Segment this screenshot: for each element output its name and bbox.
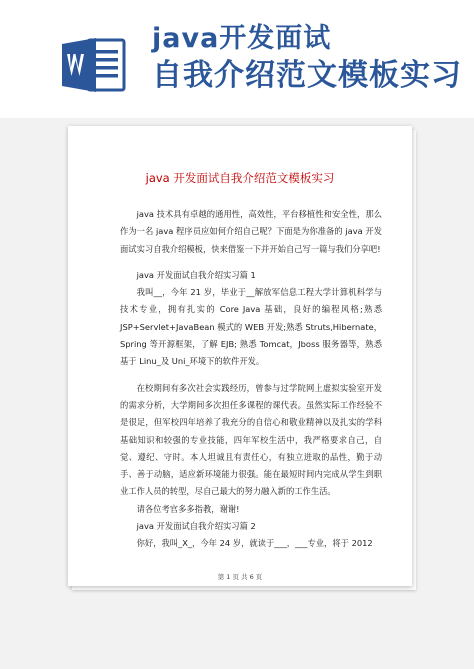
section1-paragraph1: 我叫__，今年 21 岁，毕业于__解放军信息工程大学计算机科学与技术专业，拥有扎实的 Core Java 基础，良好的编程风格;熟悉 JSP+Servlet+JavaBean 模式的 WEB 开发;熟悉 Struts,Hibernate，Spring 等开源框架，了解 EJB; 熟悉 Tomcat，Jboss 服务器等，熟悉基于 Linu_及 Uni_环境下的软件开发。 [120, 287, 382, 367]
section1-heading: java 开发面试自我介绍实习篇 1 [136, 269, 256, 280]
section2-heading: java 开发面试自我介绍实习篇 2 [136, 521, 256, 532]
document-body [120, 206, 382, 553]
document-title: java 开发面试自我介绍范文模板实习 [145, 171, 335, 185]
page-number-footer: 第 1 页 共 6 页 [217, 573, 263, 581]
banner [0, 0, 474, 124]
word-icon [62, 36, 126, 94]
banner-title-line2: 自我介绍范文模板实习 [152, 58, 462, 93]
banner-title-line1: java开发面试 [152, 23, 332, 54]
banner-title [152, 22, 472, 96]
intro-paragraph: java 技术具有卓越的通用性，高效性，平台移植性和安全性，那么作为一名 java 程序员应如何介绍自己呢？下面是为你准备的 java 开发面试实习自我介绍模板，快来借鉴一下并开始自己写一篇与我们分享吧! [120, 209, 382, 254]
section1-paragraph2: 在校期间有多次社会实践经历，曾参与过学院网上虚拟实验室开发的需求分析，大学期间多次担任多课程的课代表。虽然实际工作经验不是很足，但军校四年培养了我充分的自信心和敬业精神以及扎实的学科基础知识和较强的专业技能，四年军校生活中，我严格要求自己，自觉、遵纪、守时。本人坦诚且有责任心，有独立进取的品性，勤于动手、善于动脑，适应新环境能力很强。能在最短时间内完成从学生到职业工作人员的转型，尽自己最大的努力融入新的工作生活。 [120, 382, 382, 497]
section1-paragraph3: 请各位考官多多指教，谢谢! [136, 503, 240, 514]
section2-paragraph1: 你好，我叫_X_，今年 24 岁，就读于___，___专业，将于 2012 [136, 538, 373, 549]
document-page [68, 126, 412, 586]
